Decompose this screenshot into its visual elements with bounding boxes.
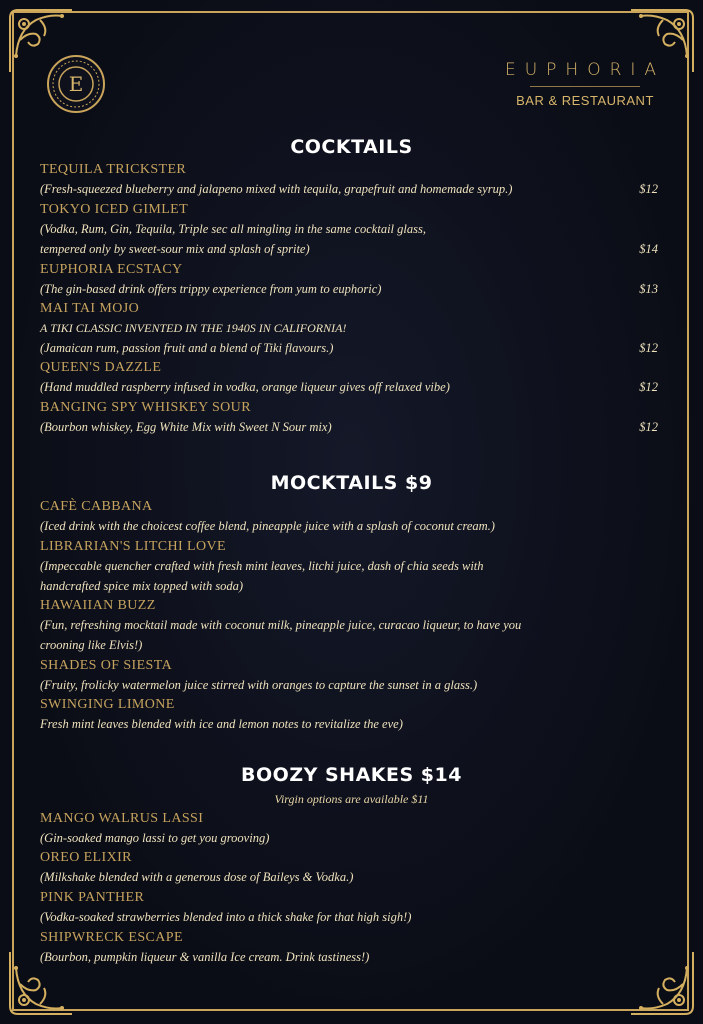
menu-item-name: TOKYO ICED GIMLET [40, 202, 189, 217]
brand-block [505, 60, 665, 108]
menu-item-name: TEQUILA TRICKSTER [40, 162, 187, 177]
menu-item-description: (Bourbon, pumpkin liqueur & vanilla Ice cream. Drink tastiness!) [40, 950, 370, 964]
menu-item-name: OREO ELIXIR [40, 850, 132, 865]
menu-item-description: (Milkshake blended with a generous dose of Baileys & Vodka.) [40, 870, 354, 884]
ornate-corner-icon [627, 948, 697, 1018]
menu-item-description: (Fruity, frolicky watermelon juice stirred with oranges to capture the sunset in a glass.) [40, 678, 478, 692]
menu-item-name: BANGING SPY WHISKEY SOUR [40, 400, 251, 415]
menu-item-name: EUPHORIA ECSTACY [40, 262, 183, 277]
menu-item-description: (Fun, refreshing mocktail made with coconut milk, pineapple juice, curacao liqueur, to have you [40, 618, 522, 632]
brand-divider [530, 86, 640, 87]
menu-item-description: handcrafted spice mix topped with soda) [40, 579, 244, 593]
menu-item-price: $14 [639, 242, 658, 256]
menu-item-description: (Bourbon whiskey, Egg White Mix with Sweet N Sour mix) [40, 420, 332, 434]
menu-item-name: CAFÈ CABBANA [40, 499, 153, 514]
menu-item-description: (Vodka, Rum, Gin, Tequila, Triple sec all mingling in the same cocktail glass, [40, 222, 426, 236]
menu-item-name: MAI TAI MOJO [40, 301, 140, 316]
menu-item-name: SHIPWRECK ESCAPE [40, 930, 183, 945]
menu-item-price: $12 [639, 182, 658, 196]
menu-item-description: (Hand muddled raspberry infused in vodka, orange liqueur gives off relaxed vibe) [40, 380, 450, 394]
section-title-cocktails: COCKTAILS [290, 136, 413, 158]
menu-item-description: (Impeccable quencher crafted with fresh mint leaves, litchi juice, dash of chia seeds with [40, 559, 484, 573]
svg-text:E: E [68, 72, 84, 96]
brand-subtitle: BAR & RESTAURANT [516, 93, 654, 108]
monogram-badge-icon [46, 54, 106, 114]
menu-item-description: (Iced drink with the choicest coffee blend, pineapple juice with a splash of coconut cream.) [40, 519, 495, 533]
menu-item-name: HAWAIIAN BUZZ [40, 598, 156, 613]
menu-item-description: Fresh mint leaves blended with ice and lemon notes to revitalize the eve) [40, 717, 403, 731]
menu-item-price: $12 [639, 420, 658, 434]
menu-item-name: QUEEN'S DAZZLE [40, 360, 162, 375]
menu-item-description: (Vodka-soaked strawberries blended into a thick shake for that high sigh!) [40, 910, 412, 924]
menu-item-description: (Jamaican rum, passion fruit and a blend of Tiki flavours.) [40, 341, 334, 355]
menu-item-description: tempered only by sweet-sour mix and splash of sprite) [40, 242, 310, 256]
menu-item-tagline: A TIKI CLASSIC INVENTED IN THE 1940S IN CALIFORNIA! [40, 321, 347, 335]
menu-item-price: $12 [639, 341, 658, 355]
menu-item-description: (Gin-soaked mango lassi to get you grooving) [40, 831, 270, 845]
brand-name: EUPHORIA [505, 60, 666, 80]
menu-item-price: $13 [639, 282, 658, 296]
section-note: Virgin options are available $11 [274, 792, 429, 806]
menu-item-description: crooning like Elvis!) [40, 638, 143, 652]
menu-item-name: LIBRARIAN'S LITCHI LOVE [40, 539, 226, 554]
section-title-mocktails: MOCKTAILS $9 [270, 472, 433, 494]
menu-item-name: MANGO WALRUS LASSI [40, 811, 204, 826]
section-title-shakes: BOOZY SHAKES $14 [241, 764, 462, 786]
menu-item-name: SHADES OF SIESTA [40, 658, 173, 673]
menu-item-name: SWINGING LIMONE [40, 697, 175, 712]
menu-item-price: $12 [639, 380, 658, 394]
menu-item-description: (The gin-based drink offers trippy experience from yum to euphoric) [40, 282, 382, 296]
menu-item-description: (Fresh-squeezed blueberry and jalapeno mixed with tequila, grapefruit and homemade syrup.) [40, 182, 513, 196]
menu-item-name: PINK PANTHER [40, 890, 145, 905]
